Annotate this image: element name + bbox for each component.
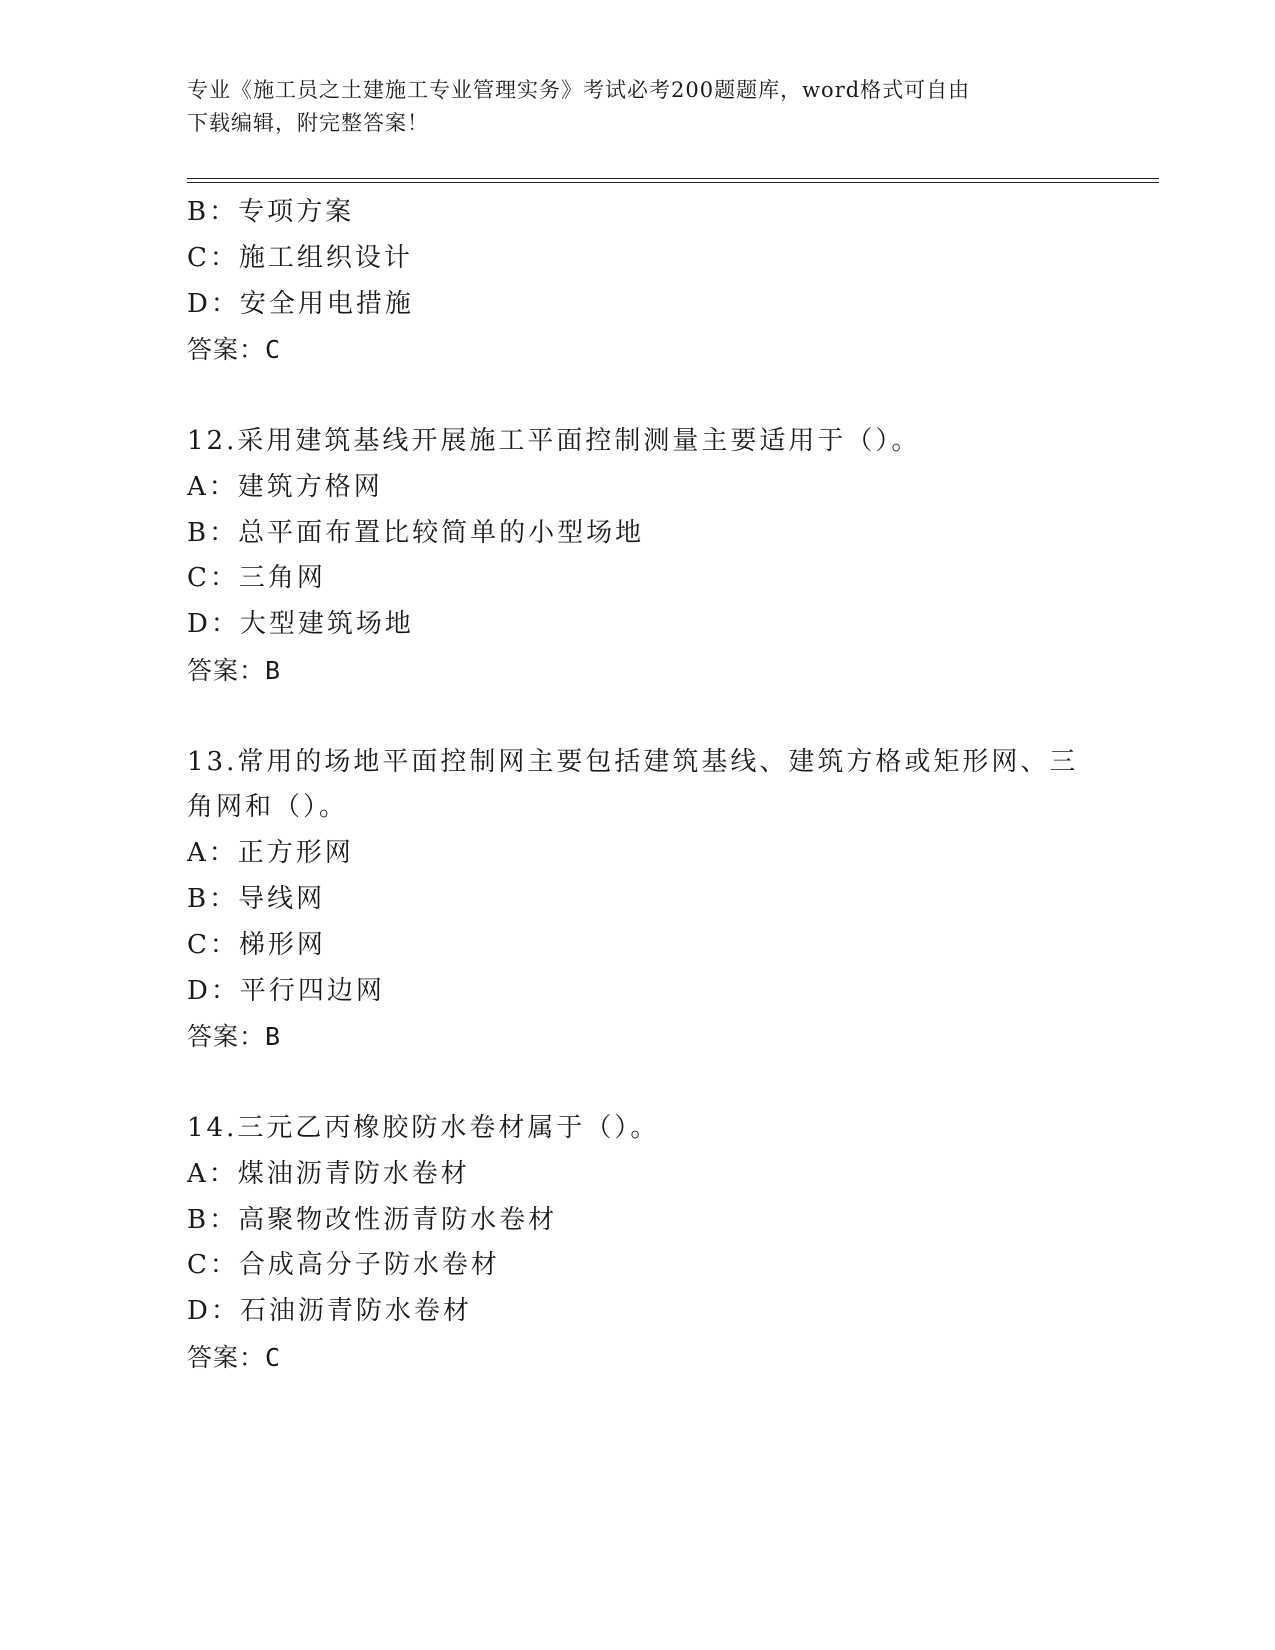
question-block-14 bbox=[187, 1106, 1087, 1381]
option-key: D： bbox=[187, 609, 240, 640]
option-text: 石油沥青防水卷材 bbox=[239, 1296, 472, 1327]
option-text: 建筑方格网 bbox=[237, 471, 383, 502]
option-key: A： bbox=[187, 838, 238, 869]
header-rule-bottom bbox=[187, 182, 1159, 183]
option-key: C： bbox=[187, 242, 239, 273]
option-c bbox=[187, 923, 1087, 969]
option-b bbox=[187, 190, 1087, 236]
answer-label: 答案： bbox=[187, 1022, 266, 1052]
answer-value: C bbox=[265, 335, 282, 365]
option-key: C： bbox=[187, 563, 239, 594]
option-a bbox=[187, 1152, 1087, 1198]
option-c bbox=[187, 1243, 1087, 1289]
answer-value: B bbox=[265, 655, 282, 685]
option-key: C： bbox=[187, 1250, 239, 1281]
option-b bbox=[187, 877, 1087, 923]
option-text: 三角网 bbox=[238, 563, 326, 594]
option-key: B： bbox=[187, 883, 239, 914]
answer-label: 答案： bbox=[187, 655, 266, 685]
answer-line bbox=[187, 1335, 1087, 1381]
header-rule-top bbox=[187, 178, 1159, 179]
option-key: D： bbox=[187, 1296, 240, 1327]
option-d bbox=[187, 969, 1087, 1015]
question-stem: 13.常用的场地平面控制网主要包括建筑基线、建筑方格或矩形网、三 bbox=[187, 746, 1079, 777]
question-stem: 12.采用建筑基线开展施工平面控制测量主要适用于（）。 bbox=[187, 425, 921, 456]
question-block-13 bbox=[187, 740, 1087, 1061]
header-line-1: 专业《施工员之土建施工专业管理实务》考试必考200题题库，word格式可自由 bbox=[187, 78, 971, 102]
option-text: 安全用电措施 bbox=[239, 288, 414, 319]
option-key: B： bbox=[187, 517, 239, 548]
option-key: D： bbox=[187, 288, 240, 319]
option-text: 专项方案 bbox=[238, 197, 355, 227]
answer-line bbox=[187, 648, 1087, 694]
answer-label: 答案： bbox=[187, 335, 266, 365]
option-text: 正方形网 bbox=[237, 838, 354, 869]
option-b bbox=[187, 511, 1087, 557]
option-text: 导线网 bbox=[238, 883, 326, 914]
header-line-2: 下载编辑，附完整答案！ bbox=[187, 111, 429, 135]
option-text: 总平面布置比较简单的小型场地 bbox=[238, 517, 645, 548]
question-stem: 14.三元乙丙橡胶防水卷材属于（）。 bbox=[187, 1112, 660, 1143]
answer-line bbox=[187, 327, 1087, 373]
option-text: 高聚物改性沥青防水卷材 bbox=[238, 1204, 558, 1235]
option-key: D： bbox=[187, 975, 240, 1006]
option-c bbox=[187, 236, 1087, 282]
answer-value: B bbox=[265, 1022, 282, 1052]
question-list bbox=[187, 190, 1087, 1381]
answer-line bbox=[187, 1014, 1087, 1060]
option-d bbox=[187, 1289, 1087, 1335]
answer-value: C bbox=[265, 1342, 282, 1372]
option-text: 平行四边网 bbox=[239, 975, 385, 1006]
option-a bbox=[187, 831, 1087, 877]
option-key: B： bbox=[187, 1204, 239, 1235]
option-text: 煤油沥青防水卷材 bbox=[237, 1158, 470, 1189]
option-d bbox=[187, 282, 1087, 328]
question-block-12 bbox=[187, 419, 1087, 694]
prev-question-block bbox=[187, 190, 1087, 373]
option-text: 大型建筑场地 bbox=[239, 609, 414, 640]
option-d bbox=[187, 602, 1087, 648]
answer-label: 答案： bbox=[187, 1342, 266, 1372]
option-text: 合成高分子防水卷材 bbox=[238, 1250, 500, 1281]
option-text: 施工组织设计 bbox=[238, 242, 413, 273]
option-key: B： bbox=[187, 197, 239, 227]
option-b bbox=[187, 1198, 1087, 1244]
option-key: C： bbox=[187, 929, 239, 960]
document-header bbox=[187, 74, 1087, 140]
option-a bbox=[187, 465, 1087, 511]
option-key: A： bbox=[187, 1158, 238, 1189]
option-c bbox=[187, 556, 1087, 602]
option-text: 梯形网 bbox=[238, 929, 326, 960]
question-stem-continued: 角网和（）。 bbox=[187, 792, 349, 823]
option-key: A： bbox=[187, 471, 238, 502]
